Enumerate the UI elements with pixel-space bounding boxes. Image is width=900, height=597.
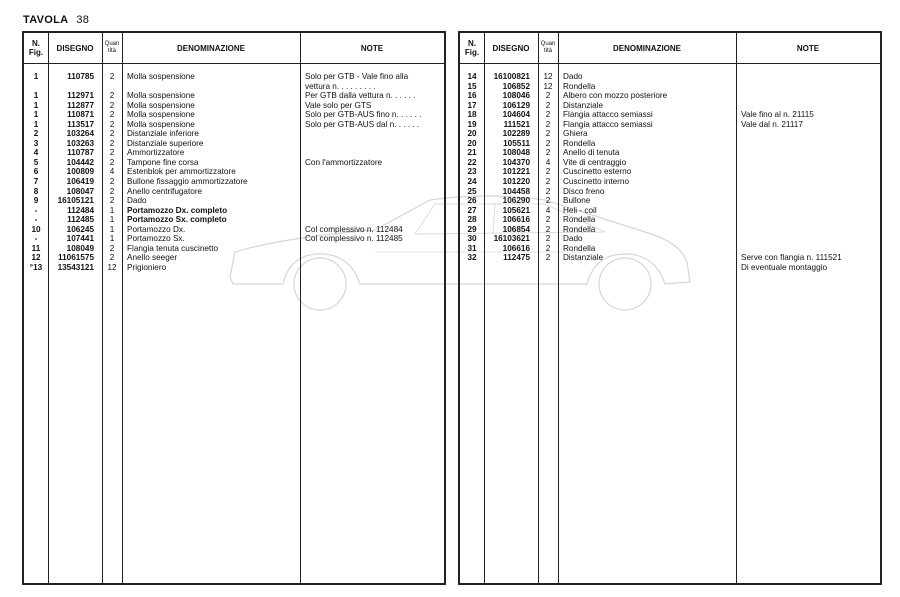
table-row xyxy=(24,101,444,111)
cell-fig: 1 xyxy=(33,91,39,101)
cell-fig: 16 xyxy=(467,91,477,101)
header-denominazione: DENOMINAZIONE xyxy=(613,43,681,53)
cell-fig: - xyxy=(34,234,38,244)
cell-note: Col complessivo n. 112484 xyxy=(305,224,403,234)
cell-fig: 21 xyxy=(467,148,477,158)
cell-disegno: 112485 xyxy=(67,215,94,225)
table-row xyxy=(24,167,444,177)
cell-denominazione: Anello seeger xyxy=(127,253,178,263)
cell-qty: 2 xyxy=(109,253,115,263)
cell-fig: 2 xyxy=(33,129,39,139)
cell-note: Serve con flangia n. 111521 xyxy=(741,253,842,263)
cell-denominazione: Dado xyxy=(563,72,583,81)
cell-denominazione: Prigioniero xyxy=(127,262,167,272)
cell-qty: 4 xyxy=(109,167,115,177)
cell-fig: 19 xyxy=(467,119,477,129)
table-row xyxy=(24,215,444,225)
cell-disegno: 104458 xyxy=(502,186,530,196)
cell-qty: 1 xyxy=(109,224,115,234)
table-row xyxy=(24,196,444,206)
cell-disegno: 106616 xyxy=(502,243,530,253)
table-row xyxy=(460,244,880,254)
cell-qty: 2 xyxy=(545,196,551,206)
cell-fig: 30 xyxy=(467,234,477,244)
table-row xyxy=(24,225,444,235)
cell-denominazione: Portamozzo Dx. completo xyxy=(127,205,228,215)
cell-denominazione: Tampone fine corsa xyxy=(127,157,199,167)
cell-fig: 23 xyxy=(467,167,477,177)
cell-disegno: 13543121 xyxy=(57,262,94,272)
table-row xyxy=(24,253,444,263)
cell-qty: 2 xyxy=(545,91,551,101)
table-row xyxy=(24,120,444,130)
cell-denominazione: Rondella xyxy=(563,243,596,253)
cell-note: Con l'ammortizzatore xyxy=(305,157,383,167)
cell-denominazione: Molla sospensione xyxy=(127,119,195,129)
cell-qty: 2 xyxy=(545,167,551,177)
table-row xyxy=(24,187,444,197)
table-row xyxy=(460,129,880,139)
cell-qty: 2 xyxy=(109,110,115,120)
cell-fig: °13 xyxy=(29,262,43,272)
cell-fig: 12 xyxy=(31,253,41,263)
table-row xyxy=(460,91,880,101)
cell-disegno: 107441 xyxy=(66,234,94,244)
table-row xyxy=(460,215,880,225)
tavola-label: TAVOLA xyxy=(23,14,69,26)
cell-disegno: 104370 xyxy=(502,157,530,167)
cell-fig: 31 xyxy=(467,243,477,253)
cell-qty: 2 xyxy=(545,224,551,234)
cell-qty: 2 xyxy=(545,110,551,120)
table-row xyxy=(460,187,880,197)
cell-denominazione: Rondella xyxy=(563,215,596,225)
cell-denominazione: Molla sospensione xyxy=(127,91,195,101)
table-row xyxy=(460,225,880,235)
cell-denominazione: Rondella xyxy=(563,81,596,91)
tavola-number: 38 xyxy=(76,14,90,26)
header-qty: Quan tità xyxy=(104,41,120,54)
cell-qty: 2 xyxy=(545,148,551,158)
cell-disegno: 106290 xyxy=(502,196,530,206)
table-row xyxy=(24,177,444,187)
cell-disegno: 108046 xyxy=(502,91,530,101)
cell-note-continuation: vettura n. . . . . . . . . xyxy=(305,81,376,91)
cell-disegno: 112484 xyxy=(67,205,94,215)
page-title xyxy=(23,14,89,26)
cell-qty: 2 xyxy=(545,243,551,253)
cell-denominazione: Distanziale xyxy=(563,253,604,263)
cell-disegno: 16105121 xyxy=(57,196,94,206)
cell-qty: 2 xyxy=(545,186,551,196)
header-note: NOTE xyxy=(360,43,384,53)
cell-fig: 17 xyxy=(467,100,477,110)
cell-qty: 2 xyxy=(545,177,551,187)
cell-qty: 1 xyxy=(109,205,115,215)
table-row xyxy=(460,206,880,216)
table-row xyxy=(460,110,880,120)
cell-qty: 2 xyxy=(109,148,115,158)
cell-denominazione: Flangia tenuta cuscinetto xyxy=(127,243,219,253)
cell-qty: 2 xyxy=(545,253,551,263)
cell-fig: 8 xyxy=(33,186,39,196)
cell-denominazione: Distanziale xyxy=(563,100,604,110)
parts-table-right xyxy=(458,31,882,585)
cell-denominazione: Dado xyxy=(563,234,583,244)
cell-note: Solo per GTB-AUS fino n. . . . . . xyxy=(305,110,422,120)
cell-qty: 2 xyxy=(109,196,115,206)
cell-disegno: 104604 xyxy=(502,110,530,120)
cell-disegno: 105621 xyxy=(502,205,530,215)
table-row xyxy=(460,234,880,244)
cell-denominazione: Cuscinetto interno xyxy=(563,177,629,187)
cell-fig: 3 xyxy=(33,138,39,148)
cell-denominazione: Flangia attacco semiassi xyxy=(563,110,653,120)
table-row xyxy=(24,110,444,120)
cell-fig: 24 xyxy=(467,177,477,187)
cell-denominazione: Bullone xyxy=(563,196,591,206)
cell-fig: 18 xyxy=(467,110,477,120)
cell-qty: 2 xyxy=(109,157,115,167)
cell-fig: - xyxy=(34,205,38,215)
cell-disegno: 101221 xyxy=(502,167,530,177)
cell-fig: 29 xyxy=(467,224,477,234)
cell-disegno: 111521 xyxy=(503,119,530,129)
table-row xyxy=(460,148,880,158)
header-qty: Quan tità xyxy=(540,41,556,54)
cell-disegno: 108049 xyxy=(66,243,94,253)
cell-denominazione: Molla sospensione xyxy=(127,110,195,120)
table-row xyxy=(24,244,444,254)
cell-disegno: 112971 xyxy=(67,91,94,101)
cell-fig: 14 xyxy=(467,72,477,81)
cell-qty: 2 xyxy=(109,119,115,129)
cell-denominazione: Molla sospensione xyxy=(127,100,195,110)
cell-disegno: 106245 xyxy=(66,224,94,234)
cell-fig: 9 xyxy=(33,196,39,206)
cell-denominazione: Distanziale inferiore xyxy=(127,129,199,139)
cell-fig: 20 xyxy=(467,129,477,139)
cell-qty: 2 xyxy=(545,215,551,225)
table-row xyxy=(460,158,880,168)
table-row xyxy=(24,148,444,158)
cell-disegno: 103264 xyxy=(66,129,94,139)
cell-disegno: 101220 xyxy=(502,177,530,187)
cell-qty: 2 xyxy=(545,138,551,148)
cell-qty: 2 xyxy=(545,100,551,110)
cell-denominazione: Anello centrifugatore xyxy=(127,186,203,196)
cell-disegno: 16103621 xyxy=(493,234,530,244)
table-row xyxy=(460,167,880,177)
cell-denominazione: Heli - coil xyxy=(563,205,597,215)
cell-note: Vale solo per GTS xyxy=(305,100,372,110)
cell-disegno: 108047 xyxy=(66,186,94,196)
cell-fig: 1 xyxy=(33,110,39,120)
table-row xyxy=(460,139,880,149)
table-row xyxy=(460,82,880,92)
cell-disegno: 16100821 xyxy=(493,72,530,81)
table-row xyxy=(24,158,444,168)
cell-qty: 4 xyxy=(545,205,551,215)
cell-denominazione: Disco freno xyxy=(563,186,605,196)
header-fig: N. Fig. xyxy=(28,39,44,57)
cell-denominazione: Portamozzo Sx. completo xyxy=(127,215,227,225)
parts-table-left xyxy=(22,31,446,585)
table-row xyxy=(24,234,444,244)
cell-qty: 1 xyxy=(109,234,115,244)
cell-denominazione: Ammortizzatore xyxy=(127,148,185,158)
cell-note: Solo per GTB-AUS dal n. . . . . . xyxy=(305,119,420,129)
cell-disegno: 103263 xyxy=(66,138,94,148)
cell-qty: 4 xyxy=(545,157,551,167)
table-row xyxy=(460,72,880,82)
cell-denominazione: Molla sospensione xyxy=(127,72,195,81)
table-row xyxy=(460,101,880,111)
cell-disegno: 108048 xyxy=(502,148,530,158)
cell-note: Col complessivo n. 112485 xyxy=(305,234,403,244)
cell-denominazione: Anello di tenuta xyxy=(563,148,620,158)
cell-fig: 7 xyxy=(33,177,39,187)
cell-fig: 27 xyxy=(467,205,477,215)
cell-disegno: 110871 xyxy=(67,110,94,120)
cell-qty: 2 xyxy=(109,177,115,187)
cell-disegno: 100809 xyxy=(66,167,94,177)
cell-qty: 2 xyxy=(545,234,551,244)
cell-denominazione: Distanziale superiore xyxy=(127,138,204,148)
cell-denominazione: Ghiera xyxy=(563,129,588,139)
cell-qty: 2 xyxy=(109,72,115,81)
cell-fig: 1 xyxy=(33,100,39,110)
cell-disegno: 106854 xyxy=(502,224,530,234)
cell-qty: 2 xyxy=(109,138,115,148)
table-row xyxy=(24,91,444,101)
cell-denominazione: Estenblok per ammortizzatore xyxy=(127,167,236,177)
cell-qty: 12 xyxy=(543,72,553,81)
cell-disegno: 110787 xyxy=(67,148,94,158)
cell-fig: 5 xyxy=(33,157,39,167)
table-row xyxy=(24,206,444,216)
cell-disegno: 106852 xyxy=(502,81,530,91)
header-denominazione: DENOMINAZIONE xyxy=(177,43,245,53)
cell-denominazione: Portamozzo Dx. xyxy=(127,224,186,234)
cell-qty: 1 xyxy=(109,215,115,225)
cell-denominazione: Albero con mozzo posteriore xyxy=(563,91,668,101)
cell-qty: 2 xyxy=(109,91,115,101)
cell-disegno: 106616 xyxy=(502,215,530,225)
cell-note: Vale fino al n. 21115 xyxy=(741,110,814,120)
table-row xyxy=(460,196,880,206)
header-fig: N. Fig. xyxy=(464,39,480,57)
cell-note: Per GTB dalla vettura n. . . . . . xyxy=(305,91,416,101)
cell-disegno: 102289 xyxy=(502,129,530,139)
cell-fig: 20 xyxy=(467,138,477,148)
table-row xyxy=(460,253,880,263)
cell-note: Vale dal n. 21117 xyxy=(741,119,803,129)
table-row-continuation xyxy=(24,82,444,92)
cell-fig: 28 xyxy=(467,215,477,225)
header-note: NOTE xyxy=(796,43,820,53)
cell-qty: 2 xyxy=(109,129,115,139)
cell-denominazione: Rondella xyxy=(563,138,596,148)
cell-denominazione: Dado xyxy=(127,196,147,206)
cell-qty: 2 xyxy=(109,100,115,110)
cell-qty: 12 xyxy=(543,81,553,91)
cell-denominazione: Rondella xyxy=(563,224,596,234)
table-row xyxy=(24,72,444,82)
cell-note: Solo per GTB - Vale fino alla xyxy=(305,72,409,81)
cell-fig: 4 xyxy=(33,148,39,158)
cell-disegno: 106129 xyxy=(502,100,530,110)
cell-disegno: 104442 xyxy=(66,157,94,167)
cell-fig: 10 xyxy=(31,224,41,234)
header-disegno: DISEGNO xyxy=(56,43,94,53)
cell-disegno: 105511 xyxy=(503,138,530,148)
cell-fig: 25 xyxy=(467,186,477,196)
cell-disegno: 112877 xyxy=(67,100,94,110)
cell-disegno: 113517 xyxy=(67,119,94,129)
cell-disegno: 106419 xyxy=(66,177,94,187)
cell-fig: - xyxy=(34,215,38,225)
cell-disegno: 110785 xyxy=(67,72,94,81)
cell-fig: 32 xyxy=(467,253,477,263)
cell-denominazione: Cuscinetto esterno xyxy=(563,167,632,177)
cell-disegno: 112475 xyxy=(503,253,530,263)
cell-denominazione: Vite di centraggio xyxy=(563,157,627,167)
cell-fig: 1 xyxy=(33,72,39,81)
cell-disegno: 11061575 xyxy=(58,253,94,263)
cell-note-continuation: Di eventuale montaggio xyxy=(741,262,828,272)
cell-denominazione: Bullone fissaggio ammortizzatore xyxy=(127,177,248,187)
cell-fig: 6 xyxy=(33,167,39,177)
cell-fig: 22 xyxy=(467,157,477,167)
table-row xyxy=(24,139,444,149)
table-row xyxy=(24,129,444,139)
cell-qty: 2 xyxy=(545,119,551,129)
table-row xyxy=(24,263,444,273)
cell-qty: 2 xyxy=(545,129,551,139)
table-row xyxy=(460,120,880,130)
table-row-continuation xyxy=(460,263,880,273)
table-row xyxy=(460,177,880,187)
header-disegno: DISEGNO xyxy=(492,43,530,53)
cell-fig: 1 xyxy=(33,119,39,129)
cell-qty: 12 xyxy=(107,262,117,272)
cell-fig: 26 xyxy=(467,196,477,206)
cell-qty: 2 xyxy=(109,186,115,196)
cell-denominazione: Flangia attacco semiassi xyxy=(563,119,653,129)
cell-fig: 11 xyxy=(31,243,41,253)
cell-qty: 2 xyxy=(109,243,115,253)
cell-denominazione: Portamozzo Sx. xyxy=(127,234,185,244)
cell-fig: 15 xyxy=(467,81,477,91)
